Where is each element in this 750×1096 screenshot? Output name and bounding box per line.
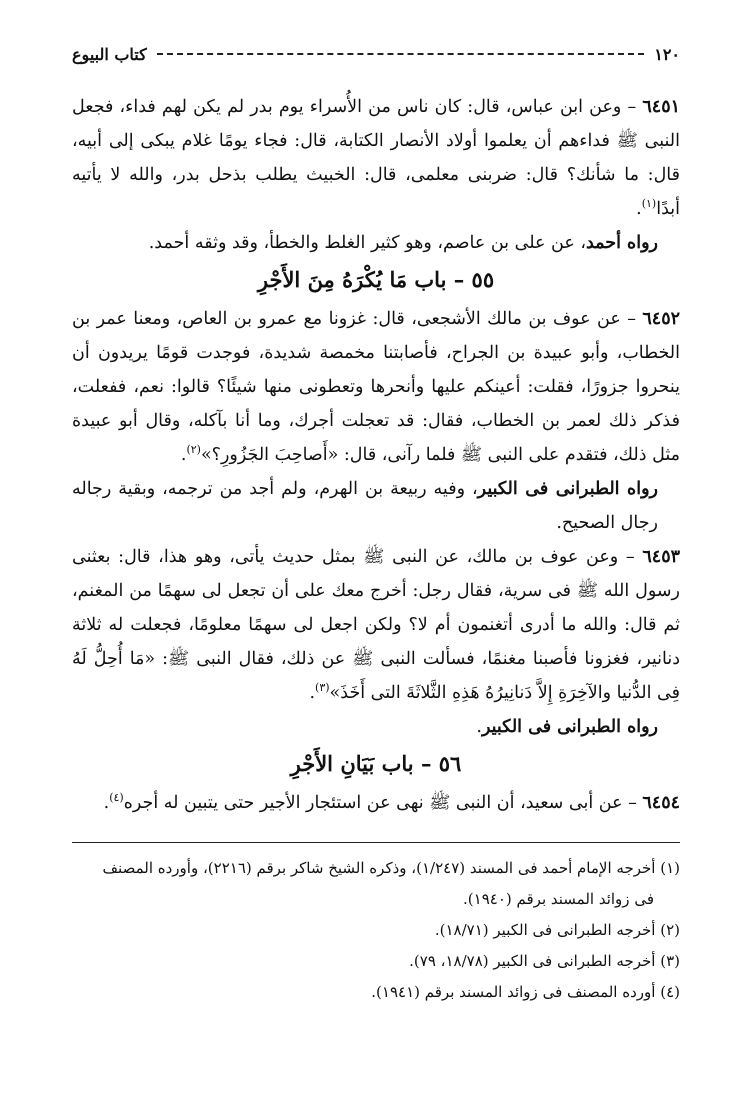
riwaya-source: رواه أحمد [585, 233, 658, 253]
footnotes [72, 853, 680, 1008]
hadith-text: – وعن عوف بن مالك، عن النبى ﷺ بمثل حديث يأتى، وهو هذا، قال: بعثنى رسول الله ﷺ فى سرية، فقال رجل: أخرج معك على أن تجعل لى سهمًا من المغنم، ثم قال: والله ما أدرى أتغنمون أم لا؟ ولكن اجعل لى سهمًا معلومًا، فجعلت له ثلاثة دنانير، فغزونا فأصبنا مغنمًا، فسألت النبى ﷺ عن ذلك، فقال النبى ﷺ: «مَا أُحِلُّ لَهُ فِى الدُّنيا والآخِرَةِ إِلاَّ دَنانِيرُهُ هَذِهِ الثَّلاثَةَ التى أَخَذَ» [72, 547, 680, 703]
footnote-3 [72, 946, 680, 977]
hadith-text: – وعن ابن عباس، قال: كان ناس من الأُسراء يوم بدر لم يكن لهم فداء، فجعل النبى ﷺ فداءهم أن يعلموا أولاد الأنصار الكتابة، قال: فجاء يومًا غلام يبكى إلى أبيه، قال: ما شأنك؟ قال: ضربنى معلمى، قال: الخبيث يطلب بذحل بدر، والله لا يأتيه أبدًا [72, 97, 680, 219]
hadith-6452 [72, 302, 680, 472]
hadith-text: – عن عوف بن مالك الأشجعى، قال: غزونا مع عمرو بن العاص، ومعنا عمر بن الخطاب، وأبو عبيدة بن الجراح، فأصابتنا مخمصة شديدة، فوجدت قومًا يريدون أن ينحروا جزورًا، فقلت: أعينكم عليها وأنحرها وتعطونى منها شيئًا؟ قالوا: نعم، ففعلت، فذكر ذلك لعمر بن الخطاب، فقال: قد تعجلت أجرك، وما أنا بآكله، وقال أبو عبيدة مثل ذلك، فتقدم على النبى ﷺ فلما رآنى، قال: «أَصاحِبَ الجَزُورِ؟» [72, 309, 680, 465]
footnote-ref: (١) [641, 197, 657, 211]
footnote-ref: (٢) [186, 443, 201, 457]
footnote-number: (٢) [660, 921, 680, 939]
chapter-heading-56: ٥٦ – باب بَيَانِ الأَجْرِ [290, 751, 462, 776]
hadith-6453 [72, 540, 680, 710]
footnote-text: أورده المصنف فى زوائد المسند برقم (١٩٤١). [371, 983, 661, 1001]
footnote-number: (١) [660, 859, 680, 877]
footnote-1 [72, 853, 680, 915]
riwaya-comment: . [476, 717, 482, 737]
riwaya-source: رواه الطبرانى فى الكبير [477, 479, 658, 499]
riwaya-6451 [72, 226, 680, 260]
hadith-6454 [72, 786, 680, 820]
riwaya-comment: ، عن على بن عاصم، وهو كثير الغلط والخطأ، وقد وثقه أحمد. [148, 233, 586, 253]
main-text [72, 90, 680, 820]
riwaya-source: رواه الطبرانى فى الكبير [481, 717, 658, 737]
footnote-ref: (٤) [109, 791, 124, 805]
footnote-text: أخرجه الطبرانى فى الكبير (١٨/٧١). [434, 921, 661, 939]
hadith-end: . [180, 445, 187, 465]
hadith-number: ٦٤٥١ [642, 97, 680, 117]
footnote-number: (٤) [660, 983, 680, 1001]
riwaya-6452 [72, 472, 680, 540]
footnote-4 [72, 977, 680, 1008]
hadith-end: . [636, 199, 642, 219]
riwaya-comment: ، وفيه ربيعة بن الهرم، ولم أجد من ترجمه، وبقية رجاله رجال الصحيح. [72, 479, 658, 533]
hadith-6451 [72, 90, 680, 226]
hadith-end: . [103, 793, 110, 813]
hadith-number: ٦٤٥٢ [642, 309, 680, 329]
footnote-number: (٣) [660, 952, 680, 970]
hadith-number: ٦٤٥٣ [642, 547, 680, 567]
hadith-end: . [309, 683, 316, 703]
footnote-continuation: فى زوائد المسند برقم (١٩٤٠). [463, 890, 654, 908]
running-header [72, 40, 680, 68]
footnote-2 [72, 915, 680, 946]
page-number: ١٢٠ [654, 44, 680, 64]
header-dashed-rule [157, 53, 644, 55]
book-title: كتاب البيوع [72, 44, 147, 64]
riwaya-6453 [72, 710, 680, 744]
footnote-text: أخرجه الطبرانى فى الكبير (١٨/٧٨، ٧٩). [409, 952, 661, 970]
footnote-ref: (٣) [315, 681, 330, 695]
hadith-text: – عن أبى سعيد، أن النبى ﷺ نهى عن استئجار الأجير حتى يتبين له أجره [123, 793, 643, 813]
chapter-heading-55: ٥٥ – باب مَا يُكْرَهُ مِنَ الأَجْرِ [257, 267, 495, 292]
hadith-number: ٦٤٥٤ [642, 793, 680, 813]
footnote-text: أخرجه الإمام أحمد فى المسند (١/٢٤٧)، وذكره الشيخ شاكر برقم (٢٢١٦)، وأورده المصنف [102, 859, 661, 877]
footnote-separator [72, 842, 680, 843]
